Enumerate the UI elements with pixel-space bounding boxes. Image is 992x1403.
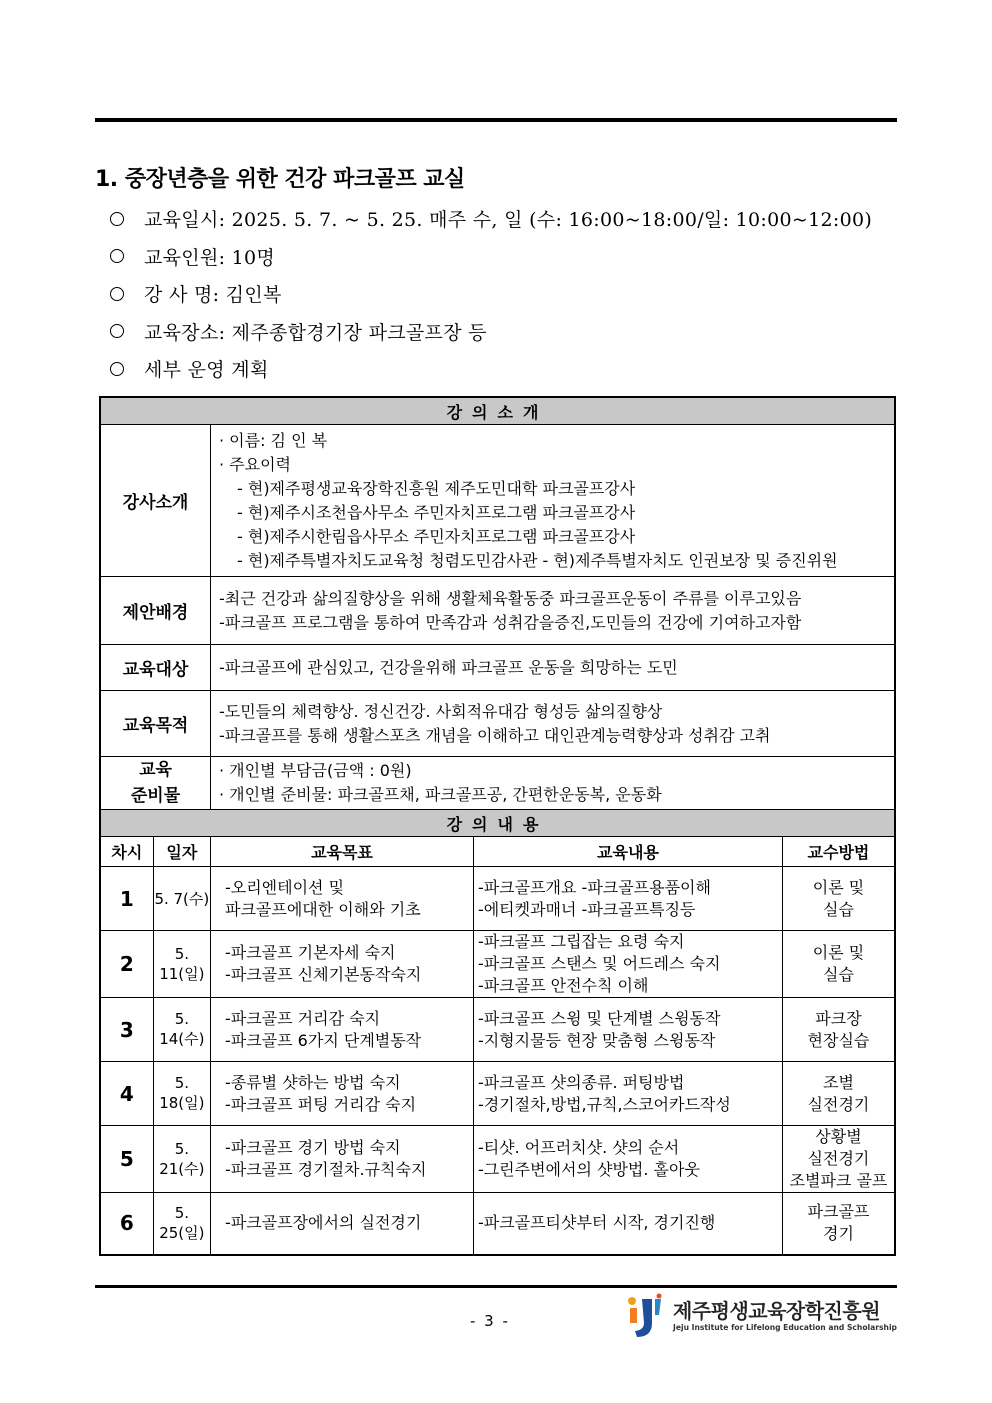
session-method — [782, 867, 895, 931]
table-row — [100, 931, 895, 998]
bottom-rule — [95, 1285, 897, 1288]
target-line: -파크골프에 관심있고, 건강을위해 파크골프 운동을 희망하는 도민 — [219, 657, 678, 677]
page-number: - 3 - — [470, 1312, 510, 1330]
bullet-text: 교육인원: 10명 — [144, 246, 276, 269]
instructor-content — [211, 425, 896, 577]
bullet-item — [108, 238, 872, 276]
content-line: -경기절차,방법,규칙,스코어카드작성 — [477, 1094, 731, 1114]
session-goal — [211, 998, 474, 1062]
table-row — [100, 1062, 895, 1126]
target-content — [211, 645, 896, 691]
method-line: 경기 — [823, 1224, 854, 1244]
top-rule — [95, 118, 897, 122]
method-line: 상황별 — [815, 1127, 862, 1146]
goal-line: -종류별 샷하는 방법 숙지 — [225, 1072, 401, 1092]
bullet-text: 강 사 명: 김인복 — [144, 284, 282, 307]
content-line: -파크골프개요 -파크골프용품이해 — [477, 877, 711, 897]
instructor-label: 강사소개 — [100, 425, 211, 577]
session-method — [782, 1126, 895, 1193]
background-label: 제안배경 — [100, 577, 211, 645]
purpose-content — [211, 691, 896, 757]
circle-bullet-icon — [110, 324, 124, 338]
goal-line: -파크골프 경기 방법 숙지 — [225, 1138, 401, 1157]
instructor-line: - 현)제주평생교육장학진흥원 제주도민대학 파크골프강사 — [237, 478, 636, 498]
session-date: 5. 25(일) — [153, 1193, 210, 1255]
bullet-item — [108, 350, 872, 388]
goal-line: -오리엔테이션 및 — [225, 877, 345, 897]
session-content — [473, 931, 782, 998]
content-line: -파크골프 샷의종류. 퍼팅방법 — [477, 1072, 685, 1092]
instructor-line: - 현)제주시조천읍사무소 주민자치프로그램 파크골프강사 — [237, 502, 636, 522]
session-goal — [211, 931, 474, 998]
session-method — [782, 931, 895, 998]
method-line: 파크골프 — [807, 1202, 870, 1222]
session-method — [782, 1062, 895, 1126]
method-line: 이론 및 — [812, 943, 865, 962]
purpose-label: 교육목적 — [100, 691, 211, 757]
col-header-method: 교수방법 — [782, 837, 895, 867]
session-number: 2 — [100, 931, 153, 998]
bullet-item — [108, 200, 872, 238]
goal-line: -파크골프 거리감 숙지 — [225, 1008, 381, 1028]
circle-bullet-icon — [110, 362, 124, 376]
session-date: 5. 14(수) — [153, 998, 210, 1062]
session-date: 5. 7(수) — [153, 867, 210, 931]
session-goal — [211, 1062, 474, 1126]
content-line: -티샷. 어프러치샷. 샷의 순서 — [477, 1138, 680, 1157]
prep-label-line: 교육 — [139, 760, 172, 780]
content-line: -그린주변에서의 샷방법. 홀아웃 — [477, 1160, 700, 1179]
session-content — [473, 867, 782, 931]
method-line: 실습 — [823, 965, 854, 984]
col-header-content: 교육내용 — [473, 837, 782, 867]
goal-line: -파크골프 퍼팅 거리감 숙지 — [225, 1094, 417, 1114]
circle-bullet-icon — [110, 287, 124, 301]
prep-content — [211, 757, 896, 810]
goal-line: -파크골프 경기절차.규칙숙지 — [225, 1160, 427, 1179]
method-line: 실전경기 — [807, 1094, 870, 1114]
background-content — [211, 577, 896, 645]
session-number: 5 — [100, 1126, 153, 1193]
purpose-line: -도민들의 체력향상. 정신건강. 사회적유대감 형성등 삶의질향상 — [219, 701, 663, 721]
session-content — [473, 1126, 782, 1193]
session-content — [473, 1062, 782, 1126]
table-row — [100, 867, 895, 931]
bullet-item — [108, 313, 872, 351]
table-row — [100, 998, 895, 1062]
method-line: 파크장 — [815, 1008, 862, 1028]
method-line: 이론 및 — [812, 877, 865, 897]
session-content — [473, 998, 782, 1062]
background-line: -최근 건강과 삶의질향상을 위해 생활체육활동중 파크골프운동이 주류를 이루고있음 — [219, 588, 802, 608]
session-number: 1 — [100, 867, 153, 931]
lecture-header: 강의내용 — [100, 810, 895, 837]
prep-line: · 개인별 준비물: 파크골프채, 파크골프공, 간편한운동복, 운동화 — [219, 785, 662, 804]
background-line: -파크골프 프로그램을 통하여 만족감과 성취감을증진,도민들의 건강에 기여하고자함 — [219, 612, 802, 632]
org-name-en: Jeju Institute for Lifelong Education and Scholarship — [673, 1323, 897, 1332]
instructor-line: - 현)제주특별자치도교육청 청렴도민감사관 - 현)제주특별자치도 인권보장 및 증진위원 — [237, 550, 838, 570]
col-header-session: 차시 — [100, 837, 153, 867]
session-method — [782, 1193, 895, 1255]
session-goal — [211, 1126, 474, 1193]
plan-table — [99, 396, 896, 1256]
goal-line: -파크골프 6가지 단계별동작 — [225, 1030, 422, 1050]
bullet-list — [108, 200, 872, 388]
section-title: 1. 중장년층을 위한 건강 파크골프 교실 — [95, 167, 465, 192]
bullet-text: 교육일시: 2025. 5. 7. ~ 5. 25. 매주 수, 일 (수: 16:00~18:00/일: 10:00~12:00) — [144, 209, 873, 232]
prep-label-line: 준비물 — [130, 786, 181, 806]
intro-header: 강의소개 — [100, 397, 895, 425]
session-number: 3 — [100, 998, 153, 1062]
table-row — [100, 1193, 895, 1255]
session-number: 6 — [100, 1193, 153, 1255]
session-number: 4 — [100, 1062, 153, 1126]
session-goal — [211, 867, 474, 931]
target-label: 교육대상 — [100, 645, 211, 691]
instructor-line: - 현)제주시한림읍사무소 주민자치프로그램 파크골프강사 — [237, 526, 636, 546]
session-date: 5. 18(일) — [153, 1062, 210, 1126]
prep-label — [100, 757, 211, 810]
circle-bullet-icon — [110, 212, 124, 226]
content-line: -파크골프티샷부터 시작, 경기진행 — [477, 1213, 716, 1233]
circle-bullet-icon — [110, 249, 124, 263]
bullet-text: 세부 운영 계획 — [144, 359, 269, 382]
col-header-goal: 교육목표 — [211, 837, 474, 867]
purpose-line: -파크골프를 통해 생활스포츠 개념을 이해하고 대인관계능력향상과 성취감 고취 — [219, 725, 771, 745]
goal-line: -파크골프 기본자세 숙지 — [225, 943, 396, 962]
table-row — [100, 1126, 895, 1193]
bullet-item — [108, 275, 872, 313]
session-date: 5. 21(수) — [153, 1126, 210, 1193]
instructor-line: · 주요이력 — [219, 454, 291, 474]
col-header-date: 일자 — [153, 837, 210, 867]
bullet-text: 교육장소: 제주종합경기장 파크골프장 등 — [144, 321, 487, 344]
session-date: 5. 11(일) — [153, 931, 210, 998]
org-logo-icon — [625, 1293, 669, 1339]
prep-line: · 개인별 부담금(금액 : 0원) — [219, 761, 412, 780]
method-line: 조별 — [823, 1072, 854, 1092]
org-logo — [625, 1293, 897, 1341]
goal-line: -파크골프장에서의 실전경기 — [225, 1213, 422, 1233]
session-method — [782, 998, 895, 1062]
content-line: -파크골프 그립잡는 요령 숙지 — [477, 932, 685, 951]
content-line: -파크골프 안전수칙 이해 — [477, 976, 649, 995]
session-goal — [211, 1193, 474, 1255]
method-line: 실전경기 — [807, 1149, 870, 1168]
method-line: 현장실습 — [807, 1030, 870, 1050]
method-line: 조별파크 골프 — [789, 1171, 888, 1190]
content-line: -지형지물등 현장 맞춤형 스윙동작 — [477, 1030, 716, 1050]
content-line: -파크골프 스윙 및 단계별 스윙동작 — [477, 1008, 721, 1028]
instructor-line: · 이름: 김 인 복 — [219, 430, 328, 450]
content-line: -파크골프 스탠스 및 어드레스 숙지 — [477, 954, 721, 973]
org-name: 제주평생교육장학진흥원 — [673, 1299, 881, 1323]
goal-line: 파크골프에대한 이해와 기초 — [225, 899, 421, 919]
session-content — [473, 1193, 782, 1255]
content-line: -에티켓과매너 -파크골프특징등 — [477, 899, 696, 919]
method-line: 실습 — [823, 899, 854, 919]
goal-line: -파크골프 신체기본동작숙지 — [225, 965, 422, 984]
